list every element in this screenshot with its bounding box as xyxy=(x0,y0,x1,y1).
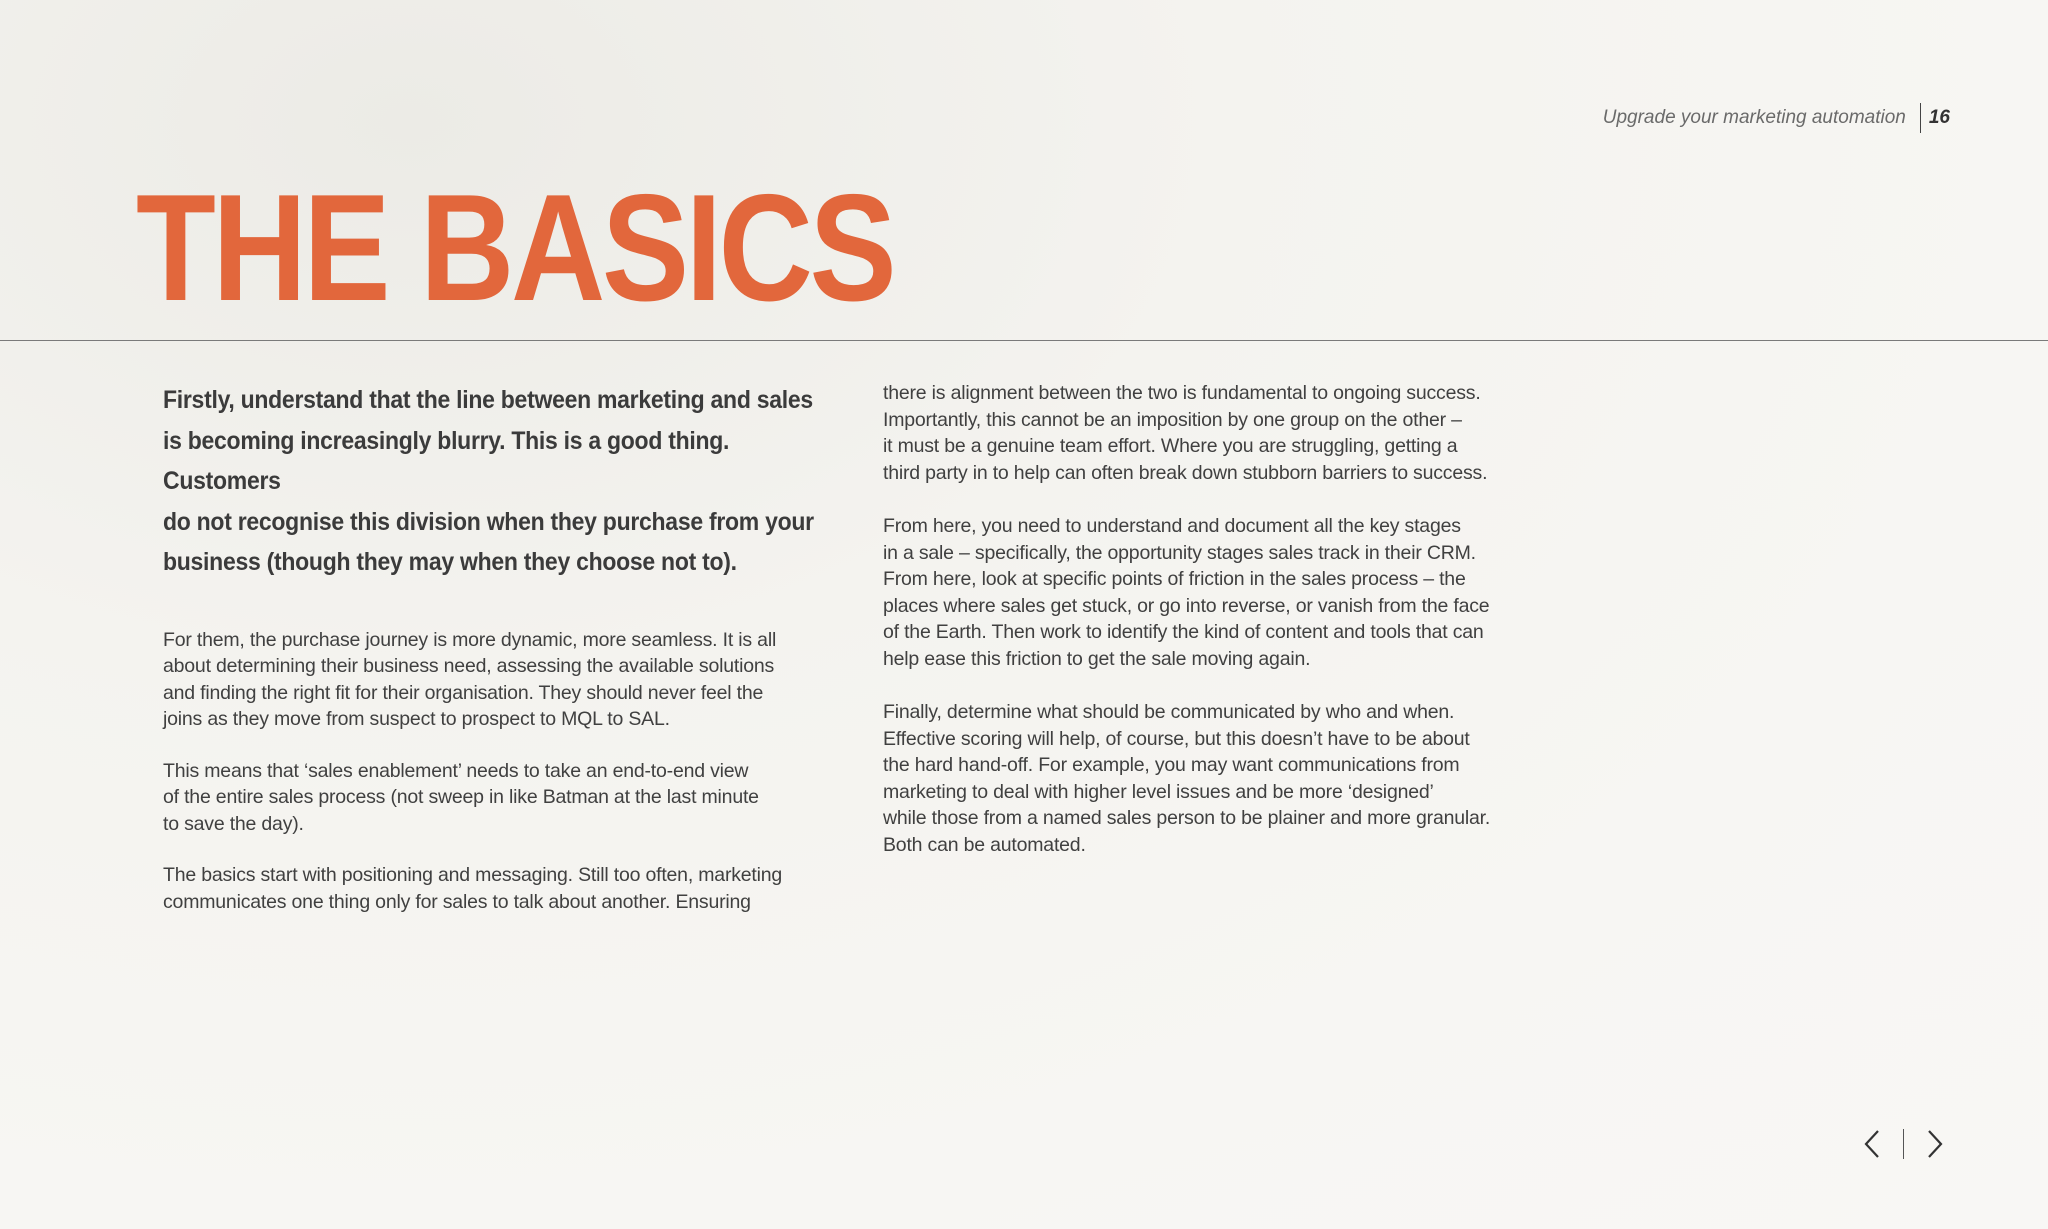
body-line: Finally, determine what should be communicated by who and when. xyxy=(883,701,1455,723)
body-line: From here, look at specific points of friction in the sales process – the xyxy=(883,568,1466,590)
body-paragraph xyxy=(163,862,823,915)
body-line: From here, you need to understand and document all the key stages xyxy=(883,515,1461,537)
body-paragraph xyxy=(883,699,1543,858)
body-line: it must be a genuine team effort. Where you are struggling, getting a xyxy=(883,435,1458,457)
body-line: marketing to deal with higher level issues and be more ‘designed’ xyxy=(883,780,1434,803)
body-line: in a sale – specifically, the opportunity stages sales track in their CRM. xyxy=(883,541,1476,564)
body-line: Importantly, this cannot be an imposition by one group on the other – xyxy=(883,408,1462,431)
body-paragraph xyxy=(163,758,823,838)
body-line: and finding the right fit for their organisation. They should never feel the xyxy=(163,681,764,704)
body-paragraph xyxy=(883,513,1543,672)
body-line: communicates one thing only for sales to talk about another. Ensuring xyxy=(163,890,751,913)
body-line: to save the day). xyxy=(163,812,304,835)
chevron-left-icon xyxy=(1863,1129,1881,1159)
body-line: while those from a named sales person to be plainer and more granular. xyxy=(883,807,1491,829)
left-column xyxy=(163,380,823,940)
body-paragraph xyxy=(163,627,823,733)
body-line: third party in to help can often break down stubborn barriers to success. xyxy=(883,461,1488,484)
document-title: Upgrade your marketing automation xyxy=(1602,107,1906,128)
body-line: of the Earth. Then work to identify the kind of content and tools that can xyxy=(883,621,1484,643)
lead-line: business (though they may when they choose not to). xyxy=(163,548,737,576)
page-header xyxy=(1603,102,1950,134)
page-title: THE BASICS xyxy=(136,163,894,333)
previous-page-button[interactable] xyxy=(1857,1126,1887,1162)
body-line: For them, the purchase journey is more dynamic, more seamless. It is all xyxy=(163,628,777,651)
right-column xyxy=(883,380,1543,885)
body-line: help ease this friction to get the sale moving again. xyxy=(883,647,1311,670)
title-rule xyxy=(0,340,2048,341)
body-line: Both can be automated. xyxy=(883,833,1086,856)
lead-line: Firstly, understand that the line between marketing and sales xyxy=(163,386,813,414)
body-line: The basics start with positioning and messaging. Still too often, marketing xyxy=(163,864,783,886)
body-line: of the entire sales process (not sweep in like Batman at the last minute xyxy=(163,786,759,808)
body-line: joins as they move from suspect to prospect to MQL to SAL. xyxy=(163,708,670,730)
lead-paragraph xyxy=(163,380,825,583)
chevron-right-icon xyxy=(1926,1129,1944,1159)
page-navigation xyxy=(1857,1126,1950,1162)
body-line: there is alignment between the two is fundamental to ongoing success. xyxy=(883,382,1481,404)
page-number: 16 xyxy=(1928,107,1950,128)
body-line: places where sales get stuck, or go into reverse, or vanish from the face xyxy=(883,594,1490,617)
body-line: Effective scoring will help, of course, but this doesn’t have to be about xyxy=(883,727,1470,750)
body-line: the hard hand-off. For example, you may want communications from xyxy=(883,754,1460,776)
body-paragraph xyxy=(883,380,1543,486)
lead-line: is becoming increasingly blurry. This is a good thing. Customers xyxy=(163,426,730,495)
navigation-divider xyxy=(1903,1129,1904,1159)
lead-line: do not recognise this division when they purchase from your xyxy=(163,507,814,536)
next-page-button[interactable] xyxy=(1920,1126,1950,1162)
body-line: This means that ‘sales enablement’ needs to take an end-to-end view xyxy=(163,759,749,782)
body-line: about determining their business need, assessing the available solutions xyxy=(163,655,775,677)
